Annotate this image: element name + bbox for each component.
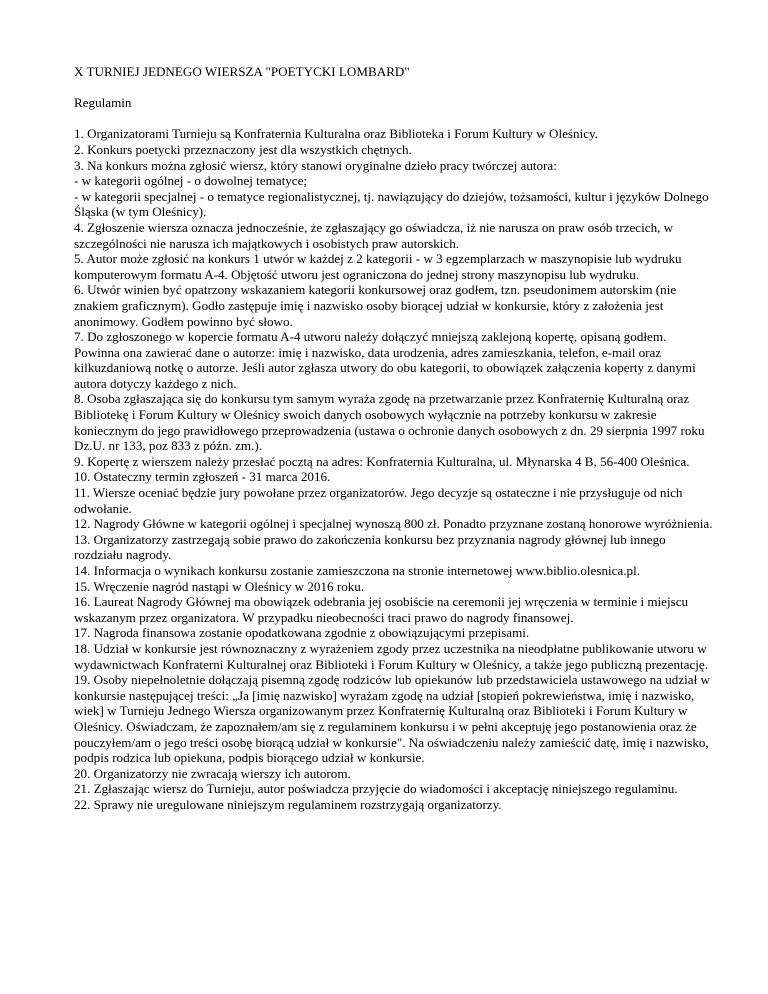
rule-item: 7. Do zgłoszonego w kopercie formatu A-4 utworu należy dołączyć mniejszą zaklejoną kopertę, opisaną godłem. Powinna ona zawierać dane o autorze: imię i nazwisko, data urodzenia, adres zamieszkania, telefon, e-mail oraz kilkuzdaniową notkę o autorze. Jeśli autor zgłasza utwory do obu kategorii, to obowiązek załączenia koperty z danymi autora dotyczy każdego z nich. [74,329,696,391]
rule-item: 1. Organizatorami Turnieju są Konfraternia Kulturalna oraz Biblioteka i Forum Kultury w Oleśnicy. [74,126,598,142]
rule-item: 13. Organizatorzy zastrzegają sobie prawo do zakończenia konkursu bez przyznania nagrody głównej lub innego rozdziału nagrody. [74,531,666,563]
document-title: X TURNIEJ JEDNEGO WIERSZA "POETYCKI LOMBARD" [74,64,410,79]
rules-list [74,126,714,812]
document-subtitle: Regulamin [74,95,132,111]
rule-item: 21. Zgłaszając wiersz do Turnieju, autor poświadcza przyjęcie do wiadomości i akceptację niniejszego regulaminu. [74,781,678,797]
rule-item: 11. Wiersze oceniać będzie jury powołane przez organizatorów. Jego decyzje są ostateczne i nie przysługuje od nich odwołanie. [74,485,683,516]
rule-item: 16. Laureat Nagrody Głównej ma obowiązek odebrania jej osobiście na ceremonii jej wręczenia w terminie i miejscu wskazanym przez organizatora. W przypadku nieobecności traci prawo do nagrody finansowej. [74,594,689,625]
rule-item: 9. Kopertę z wierszem należy przesłać pocztą na adres: Konfraternia Kulturalna, ul. Młynarska 4 B, 56-400 Oleśnica. [74,453,690,469]
rule-item: 8. Osoba zgłaszająca się do konkursu tym samym wyraża zgodę na przetwarzanie przez Konfraternię Kulturalną oraz Bibliotekę i Forum Kultury w Oleśnicy swoich danych osobowych wyłącznie na potrzeby konkursu w zakresie koniecznym do jego prawidłowego przeprowadzenia (ustawa o ochronie danych osobowych z dn. 29 sierpnia 1997 roku Dz.U. nr 133, poz 833 z późn. zm.). [74,391,705,454]
rule-item: 20. Organizatorzy nie zwracają wierszy ich autorom. [74,765,351,781]
rule-item: 19. Osoby niepełnoletnie dołączają pisemną zgodę rodziców lub opiekunów lub przedstawiciela ustawowego na udział w konkursie następującej treści: „Ja [imię nazwisko] wyrażam zgodę na udział [stopień pokrewieństwa, imię i nazwisko, wiek] w Turnieju Jednego Wiersza organizowanym przez Konfraternię Kulturalną oraz Biblioteki i Forum Kultury w Oleśnicy. Oświadczam, że zapoznałem/am się z regulaminem konkursu i w pełni akceptuję jego postanowienia oraz że pouczyłem/am o jego treści osobę biorącą udział w konkursie". Na oświadczeniu należy zamieścić datę, imię i nazwisko, podpis rodzica lub opiekuna, podpis biorącego udział w konkursie. [74,672,710,766]
rule-item: 17. Nagroda finansowa zostanie opodatkowana zgodnie z obowiązującymi przepisami. [74,625,530,641]
rule-item: 5. Autor może zgłosić na konkurs 1 utwór w każdej z 2 kategorii - w 3 egzemplarzach w maszynopisie lub wydruku komputerowym formatu A-4. Objętość utworu jest ograniczona do jednej strony maszynopisu lub wydruku. [74,251,682,282]
rule-item: 15. Wręczenie nagród nastąpi w Oleśnicy w 2016 roku. [74,578,365,594]
rule-item: 6. Utwór winien być opatrzony wskazaniem kategorii konkursowej oraz godłem, tzn. pseudonimem autorskim (nie znakiem graficznym). Godło zastępuje imię i nazwisko osoby biorącej udział w konkursie, który z założenia jest anonimowy. Godłem powinno być słowo. [74,282,677,329]
rule-item: 18. Udział w konkursie jest równoznaczny z wyrażeniem zgody przez uczestnika na nieodpłatne publikowanie utworu w wydawnictwach Konfraterni Kulturalnej oraz Biblioteki i Forum Kultury w Oleśnicy, a także jego publiczną prezentację. [74,640,708,672]
rule-item: 4. Zgłoszenie wiersza oznacza jednocześnie, że zgłaszający go oświadcza, iż nie narusza on praw osób trzecich, w szczególności nie narusza ich majątkowych i osobistych praw autorskich. [74,219,674,251]
rule-item: 14. Informacja o wynikach konkursu zostanie zamieszczona na stronie internetowej www.biblio.olesnica.pl. [74,563,641,578]
rule-item: 2. Konkurs poetycki przeznaczony jest dla wszystkich chętnych. [74,141,412,157]
rule-item: 10. Ostateczny termin zgłoszeń - 31 marca 2016. [74,469,331,485]
document-page [74,64,714,813]
rule-subitem: - w kategorii specjalnej - o tematyce regionalistycznej, tj. nawiązujący do dziejów, tożsamości, kultur i języków Dolnego Śląska (w tym Oleśnicy). [74,188,709,220]
rule-item: 3. Na konkurs można zgłosić wiersz, który stanowi oryginalne dzieło pracy twórczej autora: [74,157,557,173]
rule-item: 12. Nagrody Główne w kategorii ogólnej i specjalnej wynoszą 800 zł. Ponadto przyznane zostaną honorowe wyróżnienia. [74,516,713,532]
rule-item: 22. Sprawy nie uregulowane niniejszym regulaminem rozstrzygają organizatorzy. [74,796,502,812]
rule-subitem: - w kategorii ogólnej - o dowolnej tematyce; [74,173,308,189]
